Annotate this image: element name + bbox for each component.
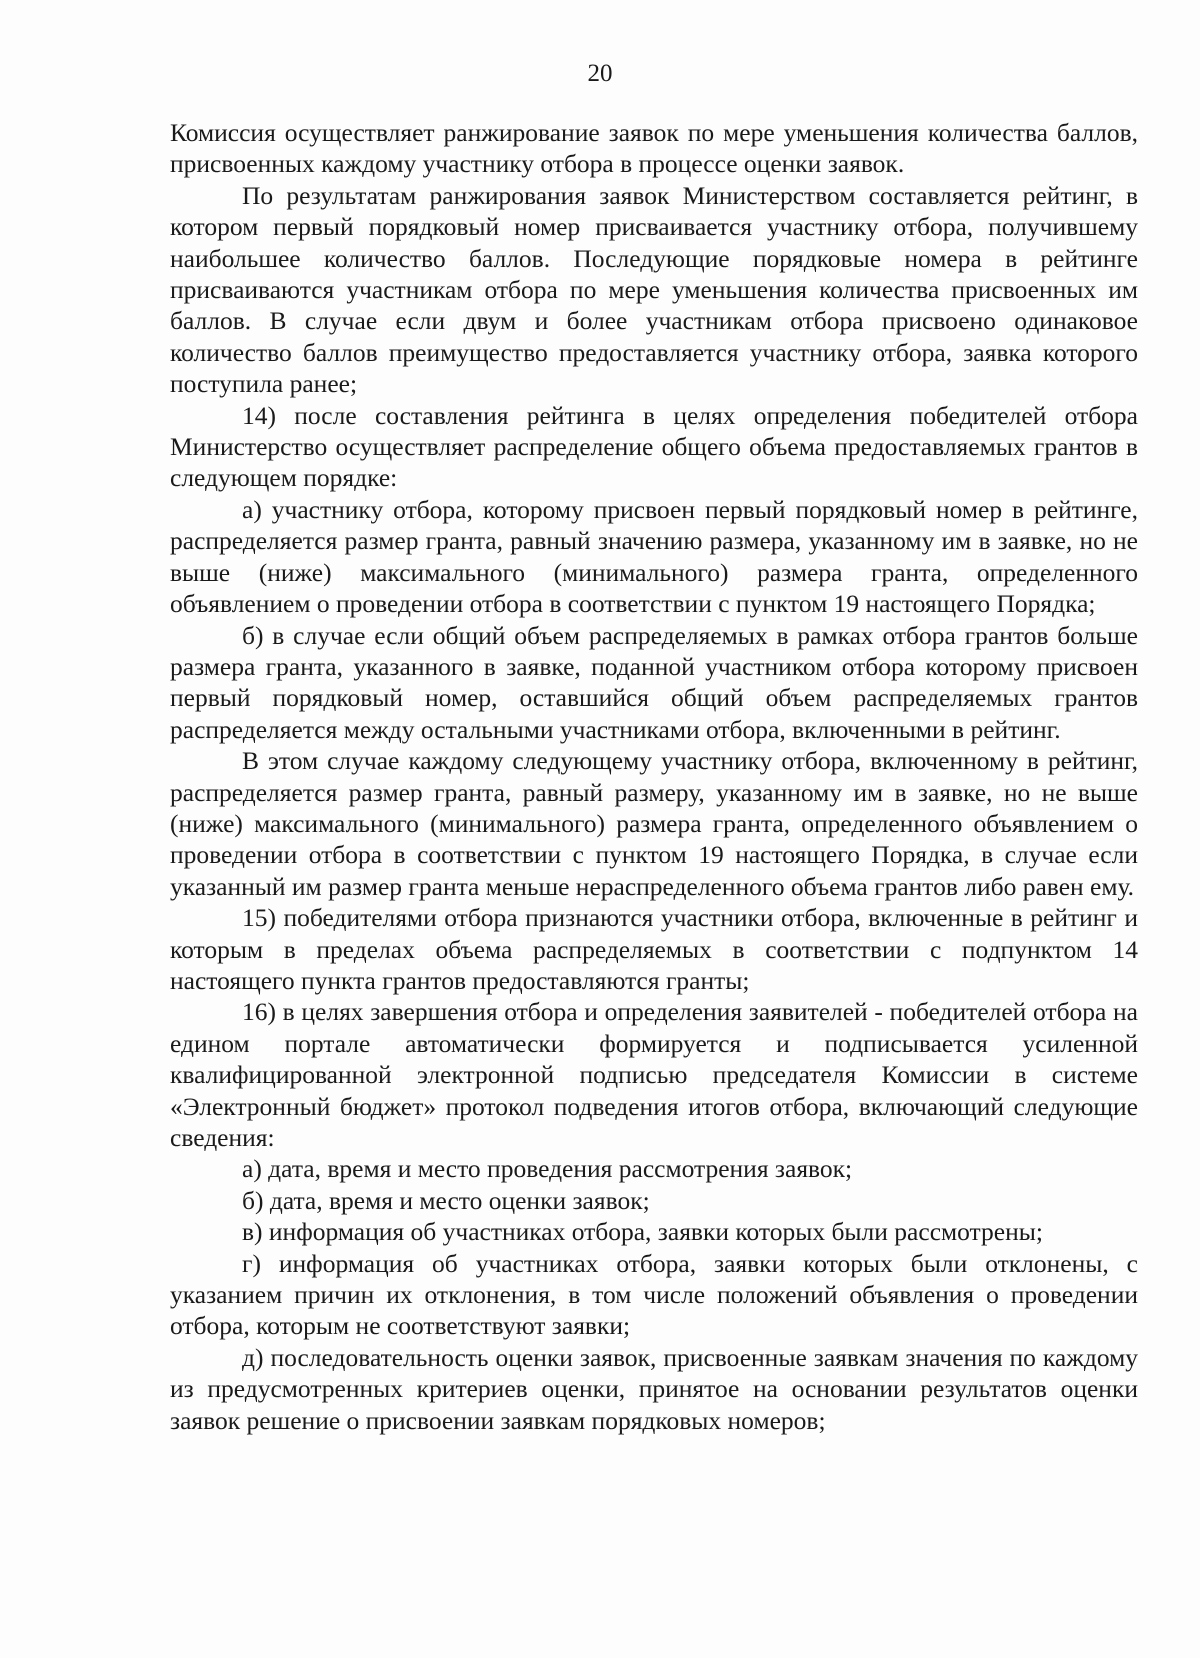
- paragraph: б) в случае если общий объем распределяемых в рамках отбора грантов больше размера гранта, указанного в заявке, поданной участником отбора которому присвоен первый порядковый номер, оставшийся общий объем распределяемых грантов распределяется между остальными участниками отбора, включенными в рейтинг.: [170, 620, 1138, 744]
- paragraph: По результатам ранжирования заявок Министерством составляется рейтинг, в котором первый порядковый номер присваивается участнику отбора, получившему наибольшее количество баллов. Последующие порядковые номера в рейтинге присваиваются участникам отбора по мере уменьшения количества присвоенных им баллов. В случае если двум и более участникам отбора присвоено одинаковое количество баллов преимущество предоставляется участнику отбора, заявка которого поступила ранее;: [170, 180, 1138, 399]
- paragraph: а) участнику отбора, которому присвоен первый порядковый номер в рейтинге, распределяется размер гранта, равный значению размера, указанному им в заявке, но не выше (ниже) максимального (минимального) размера гранта, определенного объявлением о проведении отбора в соответствии с пунктом 19 настоящего Порядка;: [170, 494, 1138, 619]
- paragraph: 16) в целях завершения отбора и определения заявителей - победителей отбора на едином портале автоматически формируется и подписывается усиленной квалифицированной электронной подписью председателя Комиссии в системе «Электронный бюджет» протокол подведения итогов отбора, включающий следующие сведения:: [170, 997, 1138, 1152]
- paragraph: б) дата, время и место оценки заявок;: [242, 1185, 650, 1215]
- paragraph: Комиссия осуществляет ранжирование заявок по мере уменьшения количества баллов, присвоенных каждому участнику отбора в процессе оценки заявок.: [170, 118, 1138, 179]
- paragraph: 15) победителями отбора признаются участники отбора, включенные в рейтинг и которым в пределах объема распределяемых в соответствии с подпунктом 14 настоящего пункта грантов предоставляются гранты;: [170, 903, 1138, 995]
- document-body: [170, 117, 1138, 1436]
- paragraph: В этом случае каждому следующему участнику отбора, включенному в рейтинг, распределяется размер гранта, равный размеру, указанному им в заявке, но не выше (ниже) максимального (минимального) размера гранта, определенного объявлением о проведении отбора в соответствии с пунктом 19 настоящего Порядка, в случае если указанный им размер гранта меньше нераспределенного объема грантов либо равен ему.: [170, 746, 1138, 901]
- paragraph: г) информация об участниках отбора, заявки которых были отклонены, с указанием причин их отклонения, в том числе положений объявления о проведении отбора, которым не соответствуют заявки;: [170, 1248, 1138, 1341]
- paragraph: а) дата, время и место проведения рассмотрения заявок;: [242, 1154, 853, 1184]
- paragraph: 14) после составления рейтинга в целях определения победителей отбора Министерство осуществляет распределение общего объема предоставляемых грантов в следующем порядке:: [170, 400, 1138, 493]
- page-number: 20: [587, 60, 613, 87]
- paragraph: в) информация об участниках отбора, заявки которых были рассмотрены;: [242, 1217, 1043, 1247]
- paragraph: д) последовательность оценки заявок, присвоенные заявкам значения по каждому из предусмотренных критериев оценки, принятое на основании результатов оценки заявок решение о присвоении заявкам порядковых номеров;: [170, 1342, 1138, 1435]
